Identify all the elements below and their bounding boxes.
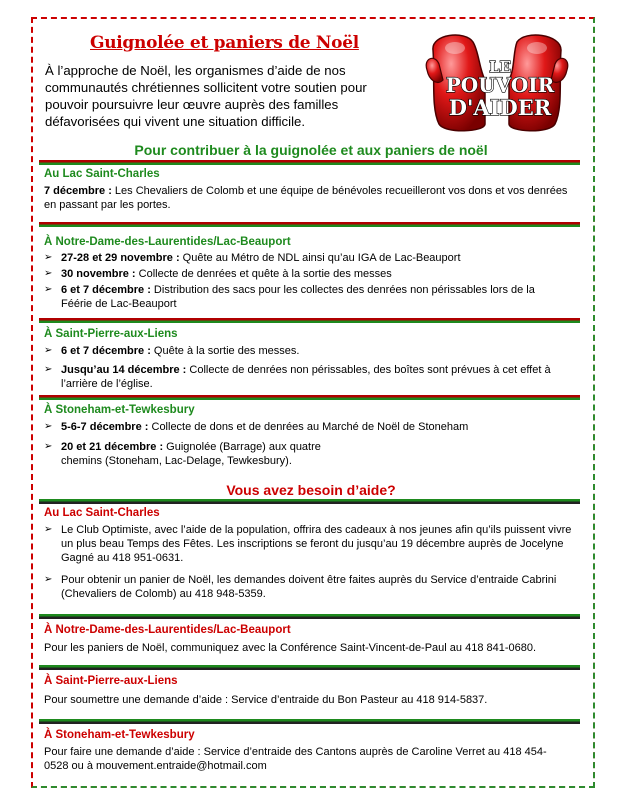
help-title-notre-dame: À Notre-Dame-des-Laurentides/Lac-Beauport: [44, 624, 291, 636]
help-saint-pierre-paragraph: Pour soumettre une demande d’aide : Service d’entraide du Bon Pasteur au 418 914-5837.: [44, 694, 488, 706]
date-label: Jusqu’au 14 décembre :: [61, 364, 187, 376]
entry-text: Pour obtenir un panier de Noël, les demandes doivent être faites auprès du Service d’entraide Cabrini (Chevaliers de Colomb) au 418 948-5359.: [61, 574, 557, 600]
entry-text: Guignolée (Barrage) aux quatre chemins (Stoneham, Lac-Delage, Tewkesbury).: [61, 441, 321, 467]
list-item: [44, 363, 580, 391]
pouvoir-daider-logo: [425, 28, 575, 138]
entry-text: Le Club Optimiste, avec l’aide de la population, offrira des cadeaux à nos jeunes afin qu’ils puissent vivre un plus beau Temps des Fêtes. Les inscriptions se feront du jusqu’au 19 décembre auprès de Jocelyne Gagné au 418 951-0631.: [61, 524, 572, 564]
list-item: [44, 344, 580, 358]
divider-bar: [39, 318, 580, 323]
help-stoneham-paragraph: Pour faire une demande d’aide : Service d’entraide des Cantons auprès de Caroline Verret au 418 454-0528 ou à mouvement.entraide@hotmail.com: [44, 746, 547, 772]
entry-text: Collecte de denrées non périssables, des boîtes sont prévues à cet effet à l’arrière de l’église.: [61, 364, 551, 390]
help-lac-saint-charles-list: [44, 523, 580, 603]
arrow-bullet-icon: ➢: [44, 441, 53, 452]
help-notre-dame-paragraph: Pour les paniers de Noël, communiquez avec la Conférence Saint-Vincent-de-Paul au 418 841-0680.: [44, 642, 537, 654]
arrow-bullet-icon: ➢: [44, 284, 53, 295]
divider-bar: [39, 719, 580, 724]
list-item: [44, 251, 580, 265]
entry-text: Quête au Métro de NDL ainsi qu’au IGA de Lac-Beauport: [179, 252, 461, 264]
saint-pierre-list: [44, 344, 580, 393]
arrow-bullet-icon: ➢: [44, 421, 53, 432]
help-title-lac-saint-charles: Au Lac Saint-Charles: [44, 507, 160, 519]
arrow-bullet-icon: ➢: [44, 524, 53, 535]
list-item: [44, 523, 580, 565]
contribute-heading: Pour contribuer à la guignolée et aux paniers de noël: [134, 142, 488, 158]
date-label: 6 et 7 décembre :: [61, 284, 151, 296]
notre-dame-list: [44, 251, 580, 313]
section-title-notre-dame: À Notre-Dame-des-Laurentides/Lac-Beauport: [44, 236, 291, 248]
list-item: [44, 283, 580, 311]
arrow-bullet-icon: ➢: [44, 364, 53, 375]
intro-paragraph: À l’approche de Noël, les organismes d’aide de nos communautés chrétiennes sollicitent votre soutien pour pouvoir poursuivre leur œuvre auprès des familles défavorisées qui vivent une situation difficile.: [45, 63, 367, 129]
divider-bar: [39, 222, 580, 227]
stoneham-list: [44, 420, 580, 470]
divider-bar: [39, 499, 580, 504]
divider-bar: [39, 614, 580, 619]
need-help-heading: Vous avez besoin d’aide?: [226, 482, 396, 498]
help-title-saint-pierre: À Saint-Pierre-aux-Liens: [44, 675, 178, 687]
logo-text-daider: D'AIDER: [448, 95, 552, 120]
date-label: 30 novembre :: [61, 268, 136, 280]
date-label: 20 et 21 décembre :: [61, 441, 164, 453]
divider-bar: [39, 665, 580, 670]
divider-bar: [39, 160, 580, 165]
list-item: [44, 267, 580, 281]
arrow-bullet-icon: ➢: [44, 574, 53, 585]
arrow-bullet-icon: ➢: [44, 268, 53, 279]
section-title-lac-saint-charles: Au Lac Saint-Charles: [44, 168, 160, 180]
lac-saint-charles-paragraph: [44, 184, 580, 212]
list-item: [44, 573, 580, 601]
entry-text: Les Chevaliers de Colomb et une équipe de bénévoles recueilleront vos dons et vos denrées en passant par les portes.: [44, 185, 568, 211]
section-title-saint-pierre: À Saint-Pierre-aux-Liens: [44, 328, 178, 340]
date-label: 7 décembre :: [44, 185, 112, 197]
entry-text: Quête à la sortie des messes.: [150, 345, 300, 357]
arrow-bullet-icon: ➢: [44, 345, 53, 356]
entry-text: Collecte de denrées et quête à la sortie des messes: [135, 268, 392, 280]
divider-bar: [39, 395, 580, 400]
list-item: [44, 420, 580, 434]
date-label: 6 et 7 décembre :: [61, 345, 151, 357]
logo-text-le: LE: [489, 58, 511, 76]
page-title: Guignolée et paniers de Noël: [90, 33, 359, 53]
entry-text: Distribution des sacs pour les collectes des denrées non périssables lors de la Féérie de Lac-Beauport: [61, 284, 535, 310]
date-label: 5-6-7 décembre :: [61, 421, 149, 433]
entry-text: Collecte de dons et de denrées au Marché de Noël de Stoneham: [148, 421, 469, 433]
date-label: 27-28 et 29 novembre :: [61, 252, 180, 264]
list-item: [44, 440, 580, 468]
section-title-stoneham: À Stoneham-et-Tewkesbury: [44, 404, 195, 416]
mittens-icon: [425, 28, 575, 138]
arrow-bullet-icon: ➢: [44, 252, 53, 263]
help-title-stoneham: À Stoneham-et-Tewkesbury: [44, 729, 195, 741]
logo-text-pouvoir: POUVOIR: [445, 73, 555, 97]
